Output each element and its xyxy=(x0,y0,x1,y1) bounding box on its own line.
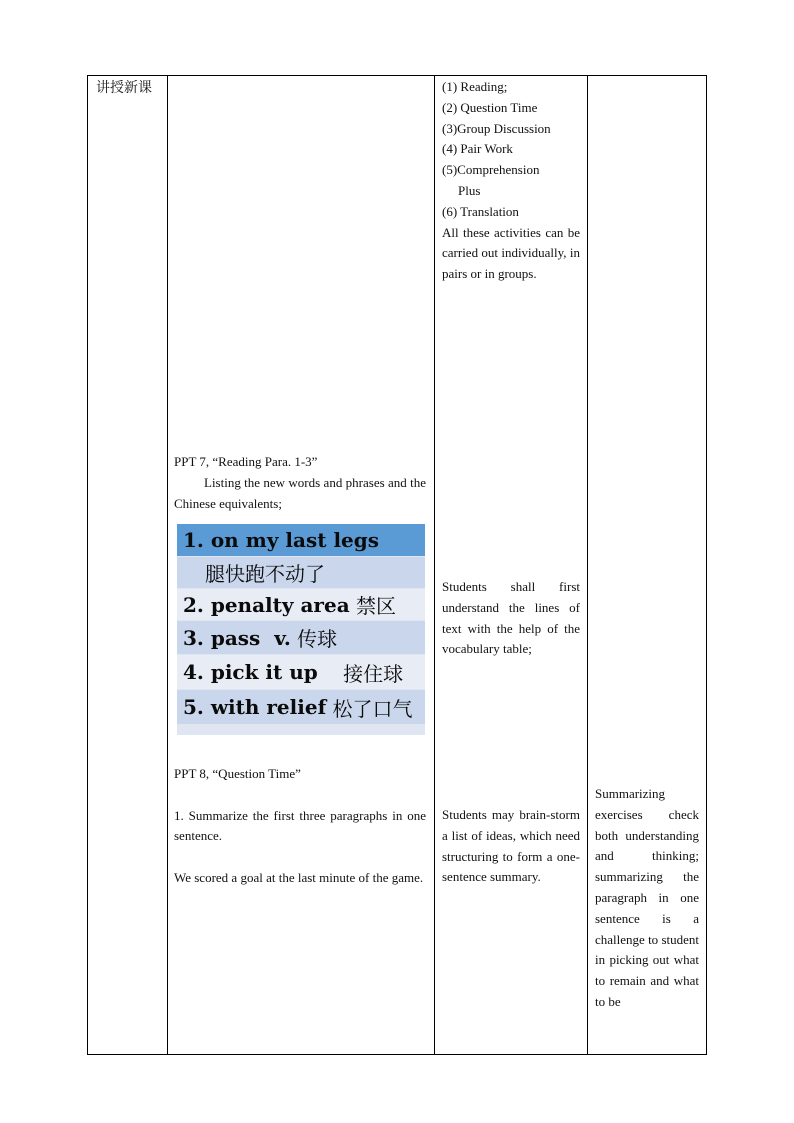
vocab-en: 2. penalty area xyxy=(183,592,350,617)
vocab-row xyxy=(177,655,425,689)
activity-item: (2) Question Time xyxy=(442,99,538,115)
vocabulary-slide xyxy=(177,524,425,735)
vocab-zh: 腿快跑不动了 xyxy=(205,562,325,586)
ppt7-block xyxy=(174,452,426,514)
vocab-row xyxy=(177,690,425,724)
vocab-row xyxy=(177,589,425,620)
ppt8-question: 1. Summarize the first three paragraphs in one sentence. xyxy=(174,807,426,844)
vocab-zh: 松了口气 xyxy=(326,696,413,721)
ppt8-title: PPT 8, “Question Time” xyxy=(174,766,301,781)
vocab-activity-note: Students shall first understand the lines of text with the help of the vocabulary table; xyxy=(442,579,580,657)
vocab-zh: 接住球 xyxy=(317,661,404,686)
column-divider xyxy=(167,76,168,1054)
activities-note: All these activities can be carried out individually, in pairs or in groups. xyxy=(442,224,580,282)
activity-item: Plus xyxy=(458,182,481,198)
column-divider xyxy=(587,76,588,1054)
activity-item: (4) Pair Work xyxy=(442,141,513,157)
purpose-note: Summarizing exercises check both understanding and thinking; summarizing the paragraph in one sentence is a challenge to student in picking out what to remain and what to be xyxy=(595,786,699,1009)
vocab-en: 1. on my last legs xyxy=(183,528,380,552)
vocab-zh: 传球 xyxy=(290,627,338,651)
vocab-zh: 禁区 xyxy=(349,594,397,618)
vocab-row xyxy=(177,621,425,654)
vocab-en: 4. pick it up xyxy=(183,660,318,684)
vocab-en: 3. pass v. xyxy=(183,625,291,650)
activity-item: (6) Translation xyxy=(442,203,519,219)
activity-item: (3)Group Discussion xyxy=(442,120,551,136)
vocab-row xyxy=(177,524,425,556)
activity-item: (1) Reading; xyxy=(442,79,508,94)
vocab-en: 5. with relief xyxy=(183,695,327,719)
ppt7-title: PPT 7, “Reading Para. 1-3” xyxy=(174,454,318,469)
column-divider xyxy=(434,76,435,1054)
summary-activity-note: Students may brain-storm a list of ideas, which need structuring to form a one-sentence summary. xyxy=(442,807,580,885)
activity-item: (5)Comprehension xyxy=(442,162,540,178)
ppt8-answer: We scored a goal at the last minute of the game. xyxy=(174,869,424,885)
lesson-plan-table xyxy=(87,75,707,1055)
vocab-row xyxy=(177,557,425,588)
stage-label: 讲授新课 xyxy=(96,80,152,96)
activities-list xyxy=(442,77,580,285)
ppt8-block xyxy=(174,764,426,889)
ppt7-description: Listing the new words and phrases and the Chinese equivalents; xyxy=(174,474,426,511)
